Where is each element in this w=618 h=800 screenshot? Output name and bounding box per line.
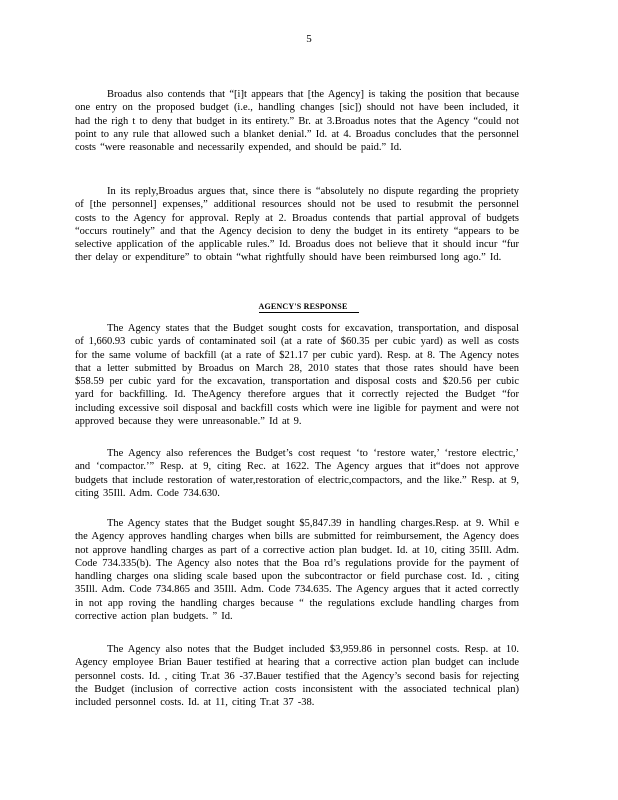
paragraph-broadus-contends: Broadus also contends that “[i]t appears that [the Agency] is taking the position that because one entry on the proposed budget (i.e., handling changes [sic]) should not have been included, it had the righ t to deny that budget in its entirety.” Br. at 3.Broadus notes that the Agency “could not point to any rule that allowed such a blanket denial.” Id. at 4. Broadus concludes that the personnel costs “were reasonable and necessarily expended, and should be paid.” Id.: [75, 89, 519, 154]
section-heading-text: AGENCY'S RESPONSE: [259, 302, 360, 313]
section-heading: [0, 300, 618, 313]
paragraph-agency-personnel-costs: The Agency also notes that the Budget included $3,959.86 in personnel costs. Resp. at 10. Agency employee Brian Bauer testified at hearing that a corrective action plan budget can include personnel costs. Id. , citing Tr.at 36 -37.Bauer testified that the Agency’s second basis for rejecting the Budget (inclusion of corrective action costs inconsistent with the associated technical plan) included personnel costs. Id. at 11, citing Tr.at 37 -38.: [75, 644, 519, 709]
paragraph-agency-soil-costs: The Agency states that the Budget sought costs for excavation, transportation, and disposal of 1,660.93 cubic yards of contaminated soil (at a rate of $60.35 per cubic yard) as well as costs for the same volume of backfill (at a rate of $21.17 per cubic yard). Resp. at 8. The Agency notes that a letter submitted by Broadus on March 28, 2010 states that those rates should have been $58.59 per cubic yard for the excavation, transportation and disposal costs and $20.56 per cubic yard for backfilling. Id. TheAgency therefore argues that it correctly rejected the Budget “for including excessive soil disposal and backfill costs which were ine ligible for payment and were not approved because they were unreasonable.” Id at 9.: [75, 323, 519, 428]
page-number: 5: [306, 33, 312, 45]
paragraph-broadus-reply: In its reply,Broadus argues that, since there is “absolutely no dispute regarding the propriety of [the personnel] expenses,” additional resources should not be used to resubmit the personnel costs to the Agency for approval. Reply at 2. Broadus contends that partial approval of budgets “occurs routinely” and that the Agency decision to deny the budget in its entirety “appears to be selective application of the applicable rules.” Id. Broadus does not believe that it should incur “fur ther delay or expenditure” to obtain “what rightfully should have been reimbursed long ago.” Id.: [75, 186, 519, 264]
paragraph-agency-restoration: The Agency also references the Budget’s cost request ‘to ‘restore water,’ ‘restore electric,’ and ‘compactor.’” Resp. at 9, citing Rec. at 1622. The Agency argues that it“does not approve budgets that include restoration of water,restoration of electric,compactors, and the like.” Resp. at 9, citing 35Ill. Adm. Code 734.630.: [75, 448, 519, 499]
paragraph-agency-handling-charges: The Agency states that the Budget sought $5,847.39 in handling charges.Resp. at 9. Whil e the Agency approves handling charges when bills are submitted for reimbursement, the Agency does not approve handling charges as part of a corrective action plan budget. Id. at 10, citing 35Ill. Adm. Code 734.335(b). The Agency also notes that the Boa rd’s regulations provide for the payment of handling charges ona sliding scale based upon the subcontractor or field purchase cost. Id. , citing 35Ill. Adm. Code 734.865 and 35Ill. Adm. Code 734.635. The Agency argues that it acted correctly in not app roving the handling charges because “ the regulations exclude handling charges from corrective action plan budgets. ” Id.: [75, 518, 519, 623]
